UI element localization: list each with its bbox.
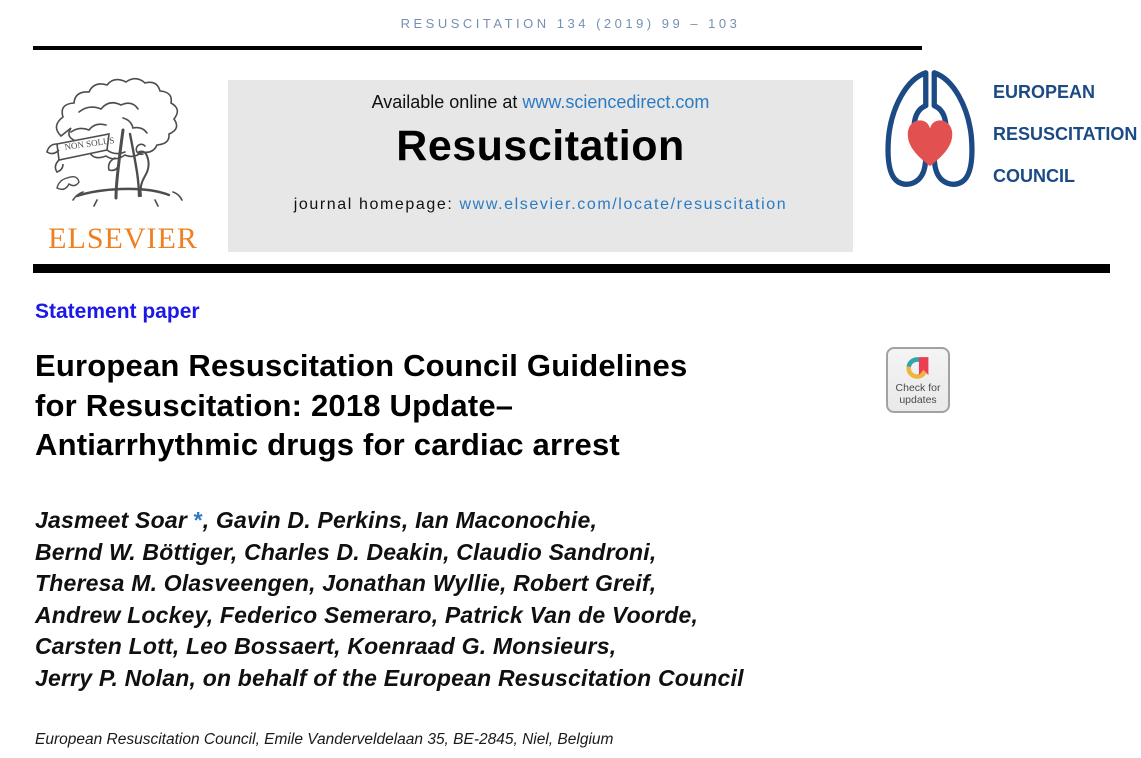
erc-heart (908, 120, 953, 166)
elsevier-logo (26, 74, 220, 256)
affiliation-line: European Resuscitation Council, Emile Vanderveldelaan 35, BE-2845, Niel, Belgium (35, 731, 614, 748)
homepage-prefix: journal homepage: (293, 196, 460, 213)
author-line-4: Andrew Lockey, Federico Semeraro, Patrick Van de Voorde, (35, 601, 699, 628)
article-type-label: Statement paper (35, 300, 200, 323)
crossmark-label-line2: updates (899, 393, 937, 406)
journal-homepage-line (294, 196, 788, 214)
article-title-line3: Antiarrhythmic drugs for cardiac arrest (35, 427, 620, 462)
author-line-5: Carsten Lott, Leo Bossaert, Koenraad G. Monsieurs, (35, 633, 617, 660)
elsevier-wordmark: ELSEVIER (48, 222, 198, 255)
article-title-line2: for Resuscitation: 2018 Update– (35, 387, 514, 423)
author-line-3: Theresa M. Olasveengen, Jonathan Wyllie, Robert Greif, (35, 570, 657, 597)
erc-line-resuscitation: RESUSCITATION (993, 124, 1138, 144)
article-title-line1: European Resuscitation Council Guidelines (35, 348, 688, 383)
check-for-updates-badge[interactable] (886, 347, 950, 413)
corresponding-author-asterisk[interactable]: * (193, 507, 203, 533)
sciencedirect-link[interactable]: www.sciencedirect.com (522, 92, 710, 112)
erc-line-council: COUNCIL (993, 166, 1075, 186)
erc-logo (877, 66, 1137, 197)
crossmark-icon (905, 354, 932, 381)
journal-homepage-link[interactable]: www.elsevier.com/locate/resuscitation (459, 196, 788, 213)
journal-citation: RESUSCITATION 134 (2019) 99 – 103 (400, 16, 741, 31)
author-line-2: Bernd W. Böttiger, Charles D. Deakin, Claudio Sandroni, (35, 538, 657, 565)
author-line-1-rest: , Gavin D. Perkins, Ian Maconochie, (202, 507, 598, 533)
erc-lungs-heart-icon (877, 66, 983, 192)
erc-line-european: EUROPEAN (993, 82, 1096, 102)
erc-wordmark (993, 66, 1137, 197)
article-title (35, 346, 687, 465)
author-list (35, 505, 744, 695)
masthead-divider-rule (33, 264, 1110, 273)
journal-masthead (228, 80, 853, 252)
author-line-1 (35, 505, 744, 537)
author-line-6: Jerry P. Nolan, on behalf of the European Resuscitation Council (35, 664, 744, 691)
header-rule (33, 46, 922, 50)
elsevier-motto: NON SOLUS (63, 135, 116, 152)
author-soar: Jasmeet Soar (35, 507, 194, 533)
elsevier-tree-icon (27, 74, 219, 221)
journal-title: Resuscitation (396, 122, 685, 170)
available-online-prefix: Available online at (371, 92, 523, 112)
check-for-updates-label (896, 383, 941, 406)
crossmark-label-line1: Check for (895, 382, 941, 394)
available-online-line (372, 92, 710, 113)
